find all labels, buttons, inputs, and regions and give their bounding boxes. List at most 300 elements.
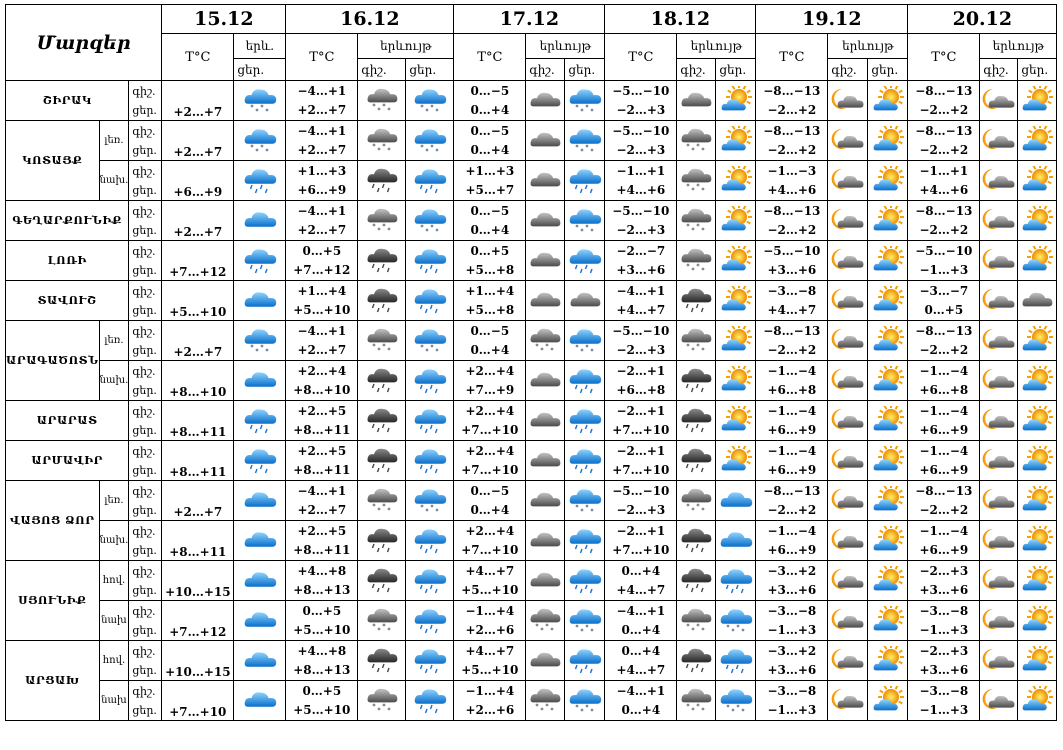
sun-cloud-icon bbox=[1018, 246, 1056, 276]
night-temp: −3…−7 bbox=[919, 283, 969, 298]
cloud-blue-icon bbox=[716, 526, 755, 556]
region-name: ՎԱՅՈՑ ՁՈՐ bbox=[6, 481, 100, 561]
night-temp: +2…+4 bbox=[465, 443, 515, 458]
cloud-icon bbox=[526, 646, 564, 676]
weather-icon-cell bbox=[234, 521, 286, 561]
temperature-cell bbox=[286, 161, 358, 201]
weather-icon-cell bbox=[526, 481, 565, 521]
temperature-cell: +7…+12 bbox=[162, 241, 234, 281]
weather-icon-cell bbox=[1018, 641, 1057, 681]
day-temp: +3…+6 bbox=[919, 582, 969, 597]
night-temp: 0…−5 bbox=[470, 483, 510, 498]
temperature-cell bbox=[605, 201, 677, 241]
sun-cloud-icon bbox=[1018, 486, 1056, 516]
night-temp: −5…−10 bbox=[612, 483, 670, 498]
day-temp: +2…+7 bbox=[297, 142, 347, 157]
night-temp: +2…+4 bbox=[465, 523, 515, 538]
rain-icon bbox=[565, 566, 604, 596]
weather-icon-cell bbox=[868, 521, 908, 561]
temperature-cell bbox=[756, 281, 828, 321]
day-label: ցեր. bbox=[132, 623, 157, 637]
day-label: ցեր. bbox=[132, 503, 157, 517]
day-temp: 0…+4 bbox=[470, 222, 510, 237]
weather-icon-cell bbox=[1018, 81, 1057, 121]
temperature-cell bbox=[454, 641, 526, 681]
night-label: գիշ. bbox=[132, 404, 156, 418]
night-temp: 0…−5 bbox=[470, 83, 510, 98]
subregion-label: նախ. bbox=[99, 521, 129, 561]
day-temp: −2…+3 bbox=[616, 142, 666, 157]
sun-cloud-icon bbox=[868, 646, 907, 676]
weather-icon-cell bbox=[677, 121, 716, 161]
snow-icon bbox=[716, 686, 755, 716]
night-temp: −5…−10 bbox=[763, 243, 821, 258]
moon-cloud-icon bbox=[980, 126, 1017, 156]
weather-icon-cell bbox=[677, 401, 716, 441]
weather-icon-cell bbox=[868, 481, 908, 521]
day-label: ցեր. bbox=[132, 103, 157, 117]
weather-icon-cell bbox=[565, 481, 605, 521]
weather-icon-cell bbox=[828, 321, 868, 361]
temperature-cell bbox=[286, 401, 358, 441]
moon-cloud-icon bbox=[980, 286, 1017, 316]
weather-icon-cell bbox=[565, 281, 605, 321]
night-day-labels bbox=[129, 441, 162, 481]
sun-cloud-icon bbox=[868, 326, 907, 356]
temperature-header: T°C bbox=[756, 34, 828, 81]
day-temp: +5…+10 bbox=[293, 702, 351, 717]
weather-icon-cell bbox=[868, 161, 908, 201]
day-temp: −1…+3 bbox=[767, 702, 817, 717]
weather-icon-cell bbox=[868, 321, 908, 361]
weather-icon-cell bbox=[677, 681, 716, 721]
region-name: ԿՈՏԱՅՔ bbox=[6, 121, 100, 201]
weather-icon-cell bbox=[234, 281, 286, 321]
subregion-label: հով. bbox=[99, 641, 129, 681]
table-row bbox=[6, 241, 1057, 281]
temperature-cell: +2…+7 bbox=[162, 201, 234, 241]
night-temp: 0…−5 bbox=[470, 203, 510, 218]
weather-icon-cell bbox=[565, 81, 605, 121]
cloud-icon bbox=[1018, 286, 1056, 316]
snow-icon bbox=[716, 606, 755, 636]
weather-icon-cell bbox=[234, 641, 286, 681]
day-temp: +6…+9 bbox=[767, 422, 817, 437]
moon-cloud-icon bbox=[980, 406, 1017, 436]
night-temp: −3…+2 bbox=[767, 563, 817, 578]
day-temp: +4…+6 bbox=[767, 182, 817, 197]
weather-icon-cell bbox=[828, 361, 868, 401]
weather-icon-cell bbox=[716, 361, 756, 401]
weather-icon-cell bbox=[716, 321, 756, 361]
night-label: գիշ. bbox=[132, 164, 156, 178]
night-temp: −8…−13 bbox=[763, 83, 821, 98]
temperature-cell bbox=[454, 321, 526, 361]
night-temp: −1…+4 bbox=[465, 603, 515, 618]
night-day-labels bbox=[129, 561, 162, 601]
sun-cloud-icon bbox=[1018, 86, 1056, 116]
rain-icon bbox=[406, 526, 453, 556]
weather-icon-cell bbox=[677, 481, 716, 521]
day-temp: +5…+10 bbox=[293, 302, 351, 317]
moon-cloud-icon bbox=[980, 526, 1017, 556]
night-temp: −1…−4 bbox=[767, 443, 817, 458]
weather-icon-cell bbox=[358, 241, 406, 281]
weather-icon-cell bbox=[358, 321, 406, 361]
weather-icon-cell bbox=[1018, 601, 1057, 641]
snow-icon bbox=[565, 686, 604, 716]
weather-icon-cell bbox=[234, 601, 286, 641]
weather-icon-cell bbox=[1018, 121, 1057, 161]
day-temp: +5…+8 bbox=[465, 262, 515, 277]
night-temp: +1…+3 bbox=[465, 163, 515, 178]
day-temp: −1…+3 bbox=[919, 262, 969, 277]
subregion-label: հով. bbox=[99, 561, 129, 601]
day-label: ցեր. bbox=[132, 183, 157, 197]
heavy-rain-icon bbox=[358, 246, 405, 276]
heavy-snow-icon bbox=[677, 126, 715, 156]
temperature-cell bbox=[286, 441, 358, 481]
cloud-icon bbox=[526, 446, 564, 476]
snow-icon bbox=[406, 86, 453, 116]
temperature-cell bbox=[286, 561, 358, 601]
sun-cloud-icon bbox=[868, 206, 907, 236]
night-label: գիշ. bbox=[132, 124, 156, 138]
day-temp: +7…+10 bbox=[612, 422, 670, 437]
sun-cloud-icon bbox=[1018, 126, 1056, 156]
night-label: գիշ. bbox=[132, 644, 156, 658]
weather-icon-cell bbox=[565, 121, 605, 161]
weather-icon-cell bbox=[358, 561, 406, 601]
table-row bbox=[6, 121, 1057, 161]
forecast-table bbox=[5, 4, 1057, 721]
temperature-cell bbox=[908, 681, 980, 721]
day-temp: −2…+2 bbox=[919, 142, 969, 157]
day-temp: +2…+6 bbox=[465, 622, 515, 637]
temperature-cell bbox=[454, 241, 526, 281]
weather-icon-cell bbox=[526, 641, 565, 681]
weather-icon-cell bbox=[828, 481, 868, 521]
night-temp: −8…−13 bbox=[763, 323, 821, 338]
temperature-cell bbox=[908, 401, 980, 441]
cloud-blue-icon bbox=[716, 486, 755, 516]
phenomenon-header: երևույթ bbox=[677, 34, 756, 59]
weather-icon-cell bbox=[406, 441, 454, 481]
heavy-snow-icon bbox=[358, 86, 405, 116]
weather-icon-cell bbox=[406, 321, 454, 361]
sun-cloud-icon bbox=[716, 126, 755, 156]
temperature-cell bbox=[908, 81, 980, 121]
weather-icon-cell bbox=[716, 401, 756, 441]
weather-icon-cell bbox=[716, 441, 756, 481]
moon-cloud-icon bbox=[828, 126, 867, 156]
weather-icon-cell bbox=[716, 241, 756, 281]
weather-icon-cell bbox=[828, 681, 868, 721]
heavy-rain-icon bbox=[358, 366, 405, 396]
weather-icon-cell bbox=[980, 321, 1018, 361]
temperature-cell bbox=[454, 481, 526, 521]
night-temp: −1…−4 bbox=[919, 363, 969, 378]
region-name: ԱՐԱԳԱԾՈՏՆ bbox=[6, 321, 100, 401]
weather-icon-cell bbox=[406, 161, 454, 201]
temperature-cell bbox=[756, 481, 828, 521]
cloud-icon bbox=[526, 86, 564, 116]
weather-icon-cell bbox=[358, 641, 406, 681]
day-temp: +6…+9 bbox=[767, 542, 817, 557]
moon-cloud-icon bbox=[828, 646, 867, 676]
day-temp: 0…+4 bbox=[470, 342, 510, 357]
day-temp: +7…+10 bbox=[461, 542, 519, 557]
temperature-cell bbox=[908, 361, 980, 401]
moon-cloud-icon bbox=[980, 366, 1017, 396]
weather-icon-cell bbox=[526, 401, 565, 441]
weather-icon-cell bbox=[828, 161, 868, 201]
moon-cloud-icon bbox=[828, 166, 867, 196]
day-temp: +8…+11 bbox=[293, 542, 351, 557]
sun-cloud-icon bbox=[868, 446, 907, 476]
cloud-icon bbox=[677, 86, 715, 116]
weather-icon-cell bbox=[358, 601, 406, 641]
temperature-cell bbox=[286, 601, 358, 641]
night-temp: −1…−4 bbox=[919, 443, 969, 458]
temperature-cell: +5…+10 bbox=[162, 281, 234, 321]
moon-cloud-icon bbox=[980, 566, 1017, 596]
day-temp: +8…+10 bbox=[293, 382, 351, 397]
night-label: գիշ. bbox=[132, 84, 156, 98]
subregion-label: լեռ. bbox=[99, 321, 129, 361]
temperature-cell: +8…+11 bbox=[162, 521, 234, 561]
night-temp: 0…+5 bbox=[302, 603, 342, 618]
day-temp: −2…+2 bbox=[919, 342, 969, 357]
weather-icon-cell bbox=[677, 321, 716, 361]
weather-icon-cell bbox=[868, 281, 908, 321]
weather-icon-cell bbox=[828, 121, 868, 161]
day-label: ցեր. bbox=[132, 703, 157, 717]
table-row bbox=[6, 681, 1057, 721]
moon-cloud-icon bbox=[980, 606, 1017, 636]
night-temp: −2…+1 bbox=[616, 403, 666, 418]
weather-icon-cell bbox=[234, 481, 286, 521]
temperature-cell bbox=[605, 401, 677, 441]
temperature-cell: +7…+10 bbox=[162, 681, 234, 721]
night-temp: −4…+1 bbox=[297, 483, 347, 498]
night-temp: +1…+4 bbox=[465, 283, 515, 298]
weather-icon-cell bbox=[980, 441, 1018, 481]
heavy-rain-icon bbox=[358, 286, 405, 316]
weather-icon-cell bbox=[565, 521, 605, 561]
day-label: ցեր. bbox=[132, 383, 157, 397]
day-label: ցեր. bbox=[132, 143, 157, 157]
temperature-cell bbox=[286, 321, 358, 361]
temperature-cell bbox=[908, 481, 980, 521]
night-label: գիշ. bbox=[132, 444, 156, 458]
heavy-rain-icon bbox=[358, 166, 405, 196]
temperature-cell bbox=[286, 241, 358, 281]
moon-cloud-icon bbox=[980, 686, 1017, 716]
night-temp: −2…+1 bbox=[616, 443, 666, 458]
weather-icon-cell bbox=[1018, 561, 1057, 601]
moon-cloud-icon bbox=[828, 606, 867, 636]
snow-icon bbox=[406, 486, 453, 516]
weather-icon-cell bbox=[980, 401, 1018, 441]
rain-icon bbox=[406, 646, 453, 676]
temperature-cell bbox=[286, 361, 358, 401]
heavy-rain-icon bbox=[677, 286, 715, 316]
cloud-blue-icon bbox=[234, 686, 285, 716]
moon-cloud-icon bbox=[980, 326, 1017, 356]
night-day-labels bbox=[129, 241, 162, 281]
day-temp: 0…+4 bbox=[470, 142, 510, 157]
rain-icon bbox=[406, 166, 453, 196]
day-temp: +8…+11 bbox=[293, 462, 351, 477]
phenomenon-header: երևույթ bbox=[526, 34, 605, 59]
phenomenon-header: երևույթ bbox=[828, 34, 908, 59]
day-label: ցեր. bbox=[132, 543, 157, 557]
weather-icon-cell bbox=[868, 641, 908, 681]
moon-cloud-icon bbox=[828, 366, 867, 396]
night-temp: −8…−13 bbox=[915, 83, 973, 98]
heavy-snow-icon bbox=[358, 686, 405, 716]
weather-icon-cell bbox=[234, 321, 286, 361]
weather-icon-cell bbox=[565, 241, 605, 281]
weather-icon-cell bbox=[234, 161, 286, 201]
weather-icon-cell bbox=[526, 161, 565, 201]
weather-icon-cell bbox=[358, 441, 406, 481]
day-temp: +2…+6 bbox=[465, 702, 515, 717]
temperature-cell bbox=[605, 641, 677, 681]
temperature-cell bbox=[454, 401, 526, 441]
regions-header: Մարզեր bbox=[6, 5, 162, 81]
weather-icon-cell bbox=[526, 81, 565, 121]
night-temp: −5…−10 bbox=[612, 83, 670, 98]
temperature-cell bbox=[605, 241, 677, 281]
snow-icon bbox=[565, 206, 604, 236]
night-temp: 0…+4 bbox=[621, 563, 661, 578]
night-temp: −1…+4 bbox=[465, 683, 515, 698]
night-temp: −5…−10 bbox=[915, 243, 973, 258]
day-label: ցեր. bbox=[132, 583, 157, 597]
day-temp: 0…+4 bbox=[621, 622, 661, 637]
temperature-cell bbox=[286, 521, 358, 561]
rain-icon bbox=[406, 566, 453, 596]
night-temp: +2…+5 bbox=[297, 523, 347, 538]
weather-icon-cell bbox=[1018, 241, 1057, 281]
weather-icon-cell bbox=[526, 361, 565, 401]
day-temp: −2…+3 bbox=[616, 342, 666, 357]
weather-icon-cell bbox=[677, 361, 716, 401]
day-temp: +8…+13 bbox=[293, 662, 351, 677]
moon-cloud-icon bbox=[828, 486, 867, 516]
heavy-rain-icon bbox=[677, 646, 715, 676]
sun-cloud-icon bbox=[716, 286, 755, 316]
night-temp: −2…+1 bbox=[616, 523, 666, 538]
temperature-cell bbox=[756, 321, 828, 361]
night-temp: −4…+1 bbox=[616, 603, 666, 618]
cloud-icon bbox=[526, 406, 564, 436]
weather-icon-cell bbox=[677, 281, 716, 321]
weather-icon-cell bbox=[565, 681, 605, 721]
day-label: ցեր. bbox=[132, 663, 157, 677]
night-label: գիշ. bbox=[132, 524, 156, 538]
night-label: գիշ. bbox=[132, 244, 156, 258]
temperature-header: T°C bbox=[286, 34, 358, 81]
night-label: գիշ. bbox=[132, 484, 156, 498]
weather-icon-cell bbox=[677, 441, 716, 481]
cloud-icon bbox=[526, 166, 564, 196]
day-header: ցեր. bbox=[1018, 59, 1057, 81]
weather-icon-cell bbox=[828, 241, 868, 281]
cloud-icon bbox=[526, 486, 564, 516]
temperature-cell: +8…+11 bbox=[162, 401, 234, 441]
cloud-icon bbox=[526, 246, 564, 276]
night-temp: −1…−4 bbox=[919, 403, 969, 418]
temperature-cell: +10…+15 bbox=[162, 641, 234, 681]
moon-cloud-icon bbox=[828, 686, 867, 716]
heavy-snow-icon bbox=[526, 606, 564, 636]
weather-icon-cell bbox=[868, 361, 908, 401]
weather-icon-cell bbox=[868, 561, 908, 601]
temperature-cell bbox=[454, 521, 526, 561]
snow-icon bbox=[565, 606, 604, 636]
night-temp: 0…−5 bbox=[470, 123, 510, 138]
night-temp: +2…+5 bbox=[297, 443, 347, 458]
date-header: 17.12 bbox=[454, 5, 605, 34]
rain-icon bbox=[234, 166, 285, 196]
weather-icon-cell bbox=[406, 561, 454, 601]
day-temp: −2…+2 bbox=[767, 222, 817, 237]
weather-icon-cell bbox=[868, 81, 908, 121]
night-day-labels bbox=[129, 521, 162, 561]
temperature-cell bbox=[756, 681, 828, 721]
night-day-labels bbox=[129, 121, 162, 161]
heavy-snow-icon bbox=[677, 486, 715, 516]
weather-icon-cell bbox=[1018, 401, 1057, 441]
region-name: ԱՐՄԱՎԻՐ bbox=[6, 441, 129, 481]
night-temp: −2…+3 bbox=[919, 563, 969, 578]
snow-icon bbox=[406, 206, 453, 236]
sun-cloud-icon bbox=[868, 566, 907, 596]
subregion-label: լեռ. bbox=[99, 121, 129, 161]
rain-icon bbox=[565, 526, 604, 556]
date-header: 19.12 bbox=[756, 5, 908, 34]
weather-icon-cell bbox=[565, 441, 605, 481]
moon-cloud-icon bbox=[828, 206, 867, 236]
weather-icon-cell bbox=[716, 121, 756, 161]
temperature-cell bbox=[286, 121, 358, 161]
day-label: ցեր. bbox=[132, 343, 157, 357]
sun-cloud-icon bbox=[1018, 206, 1056, 236]
temperature-cell bbox=[908, 321, 980, 361]
night-label: գիշ. bbox=[132, 564, 156, 578]
night-temp: −4…+1 bbox=[616, 683, 666, 698]
weather-icon-cell bbox=[406, 641, 454, 681]
temperature-cell: +2…+7 bbox=[162, 81, 234, 121]
region-name: ԼՈՌԻ bbox=[6, 241, 129, 281]
night-header: գիշ. bbox=[677, 59, 716, 81]
day-header: ցեր. bbox=[716, 59, 756, 81]
rain-icon bbox=[565, 446, 604, 476]
day-temp: +6…+9 bbox=[767, 462, 817, 477]
day-temp: +7…+10 bbox=[461, 462, 519, 477]
heavy-snow-icon bbox=[677, 206, 715, 236]
cloud-blue-icon bbox=[234, 286, 285, 316]
weather-icon-cell bbox=[716, 81, 756, 121]
weather-icon-cell bbox=[980, 641, 1018, 681]
night-label: գիշ. bbox=[132, 604, 156, 618]
temperature-cell bbox=[756, 521, 828, 561]
night-temp: −4…+1 bbox=[297, 83, 347, 98]
temperature-cell bbox=[605, 321, 677, 361]
